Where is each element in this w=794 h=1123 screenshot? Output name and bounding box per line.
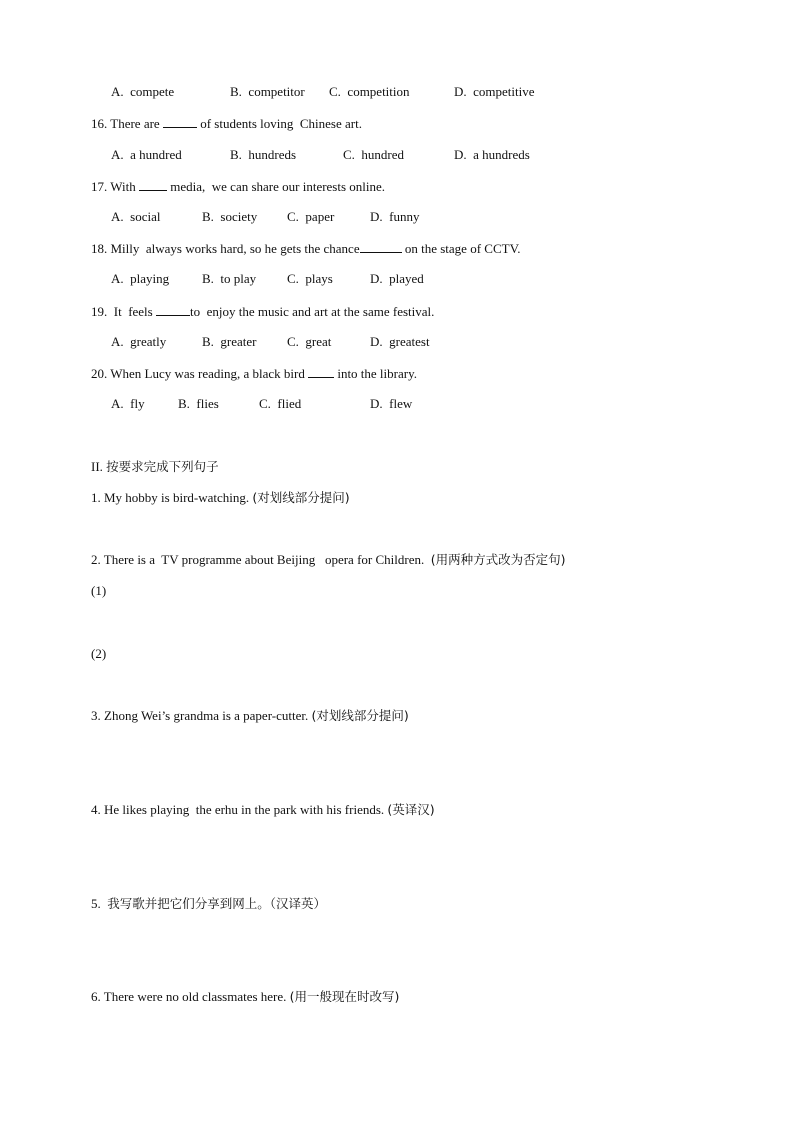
q17-option-b[interactable]: B. society — [202, 209, 258, 224]
q18-blank[interactable] — [360, 240, 402, 253]
q16-text-pre: 16. There are — [91, 116, 163, 131]
q17-blank[interactable] — [139, 178, 167, 191]
item-1-instruction: (对划线部分提问) — [252, 490, 350, 505]
section2-item-3 — [91, 708, 409, 724]
q20-text-post: into the library. — [334, 366, 417, 381]
section2-item-5 — [91, 896, 326, 912]
q18-option-a[interactable]: A. playing — [111, 271, 170, 286]
section2-item-1 — [91, 490, 350, 506]
section2-heading — [91, 459, 219, 475]
q20-stem — [91, 365, 417, 382]
item-4-instruction: (英译汉) — [387, 802, 435, 817]
q18-text-pre: 18. Milly always works hard, so he gets the chance — [91, 241, 360, 256]
q19-option-b[interactable]: B. greater — [202, 334, 257, 349]
item-6-text: 6. There were no old classmates here. — [91, 989, 290, 1004]
item-2-sub-1: (1) — [91, 583, 107, 598]
q15-option-c[interactable]: C. competition — [329, 84, 410, 99]
q17-stem — [91, 178, 385, 195]
q15-option-a[interactable]: A. compete — [111, 84, 175, 99]
q16-stem — [91, 115, 362, 132]
q18-text-post: on the stage of CCTV. — [401, 241, 521, 256]
q16-text-post: of students loving Chinese art. — [196, 116, 362, 131]
q20-option-c[interactable]: C. flied — [259, 396, 302, 411]
q16-blank[interactable] — [163, 115, 197, 128]
q18-option-c[interactable]: C. plays — [287, 271, 333, 286]
q20-blank[interactable] — [308, 365, 334, 378]
item-5-number: 5. — [91, 896, 108, 911]
q18-option-d[interactable]: D. played — [370, 271, 424, 286]
q20-text-pre: 20. When Lucy was reading, a black bird — [91, 366, 309, 381]
q15-option-d[interactable]: D. competitive — [454, 84, 535, 99]
q17-text-post: media, we can share our interests online. — [167, 179, 386, 194]
section2-item-4 — [91, 802, 435, 818]
item-2-instruction: (用两种方式改为否定句) — [430, 552, 566, 567]
q20-option-d[interactable]: D. flew — [370, 396, 413, 411]
q20-option-a[interactable]: A. fly — [111, 396, 145, 411]
q19-option-a[interactable]: A. greatly — [111, 334, 167, 349]
section2-heading-number: II. — [91, 459, 107, 474]
q17-text-pre: 17. With — [91, 179, 139, 194]
q17-option-d[interactable]: D. funny — [370, 209, 420, 224]
q17-option-c[interactable]: C. paper — [287, 209, 335, 224]
item-4-text: 4. He likes playing the erhu in the park with his friends. — [91, 802, 388, 817]
q18-stem — [91, 240, 521, 257]
q18-option-b[interactable]: B. to play — [202, 271, 257, 286]
item-3-instruction: (对划线部分提问) — [311, 708, 409, 723]
section2-item-6 — [91, 989, 399, 1005]
q16-option-b[interactable]: B. hundreds — [230, 147, 297, 162]
q19-option-d[interactable]: D. greatest — [370, 334, 430, 349]
q16-option-c[interactable]: C. hundred — [343, 147, 405, 162]
item-3-text: 3. Zhong Wei’s grandma is a paper-cutter. — [91, 708, 312, 723]
q17-option-a[interactable]: A. social — [111, 209, 161, 224]
q16-option-a[interactable]: A. a hundred — [111, 147, 182, 162]
q19-text-pre: 19. It feels — [91, 304, 156, 319]
q19-option-c[interactable]: C. great — [287, 334, 332, 349]
item-5-text: 我写歌并把它们分享到网上。（汉译英） — [107, 896, 327, 911]
section2-heading-title: 按要求完成下列句子 — [106, 459, 219, 474]
item-2-text: 2. There is a TV programme about Beijing opera for Children. — [91, 552, 431, 567]
item-6-instruction: (用一般现在时改写) — [289, 989, 400, 1004]
item-2-sub-2: (2) — [91, 646, 107, 661]
q15-option-b[interactable]: B. competitor — [230, 84, 305, 99]
q20-option-b[interactable]: B. flies — [178, 396, 219, 411]
item-1-text: 1. My hobby is bird-watching. — [91, 490, 253, 505]
section2-item-2 — [91, 552, 566, 568]
q19-stem — [91, 303, 434, 320]
q19-text-post: to enjoy the music and art at the same festival. — [189, 304, 435, 319]
q19-blank[interactable] — [156, 303, 190, 316]
q16-option-d[interactable]: D. a hundreds — [454, 147, 530, 162]
